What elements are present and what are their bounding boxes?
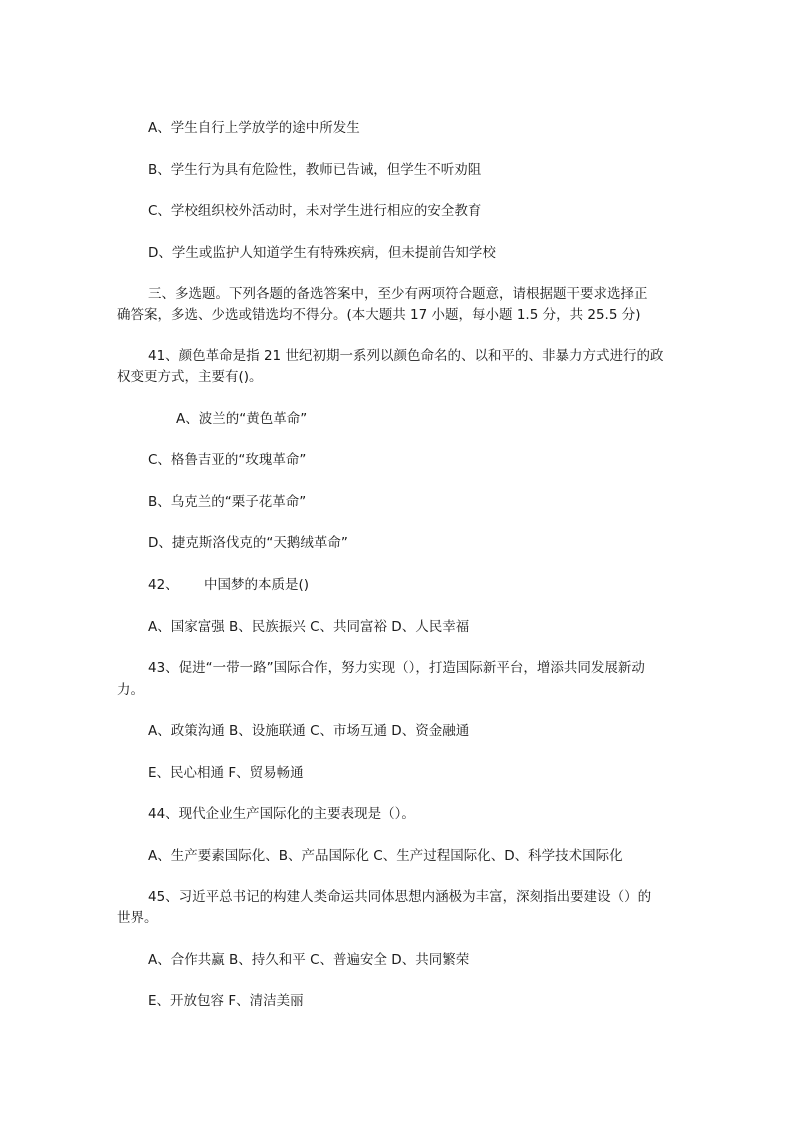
q40-option-a: A、学生自行上学放学的途中所发生 — [148, 120, 360, 136]
q45-stem-line1: 45、习近平总书记的构建人类命运共同体思想内涵极为丰富，深刻指出要建设（）的 — [148, 889, 652, 905]
q45-stem-line2: 世界。 — [117, 910, 158, 926]
q42-number: 42、 — [148, 577, 179, 593]
q42-stem: 中国梦的本质是() — [204, 577, 310, 593]
q40-option-b: B、学生行为具有危险性，教师已告诫，但学生不听劝阻 — [148, 162, 482, 178]
q42-options: A、国家富强 B、民族振兴 C、共同富裕 D、人民幸福 — [148, 619, 470, 635]
q41-stem-line1: 41、颜色革命是指 21 世纪初期一系列以颜色命名的、以和平的、非暴力方式进行的政 — [148, 348, 664, 364]
q41-option-a: A、波兰的“黄色革命” — [176, 411, 308, 427]
q43-options-line2: E、民心相通 F、贸易畅通 — [148, 765, 304, 781]
q41-option-c: C、格鲁吉亚的“玫瑰革命” — [148, 452, 307, 468]
q41-option-b: B、乌克兰的“栗子花革命” — [148, 494, 307, 510]
q40-option-d: D、学生或监护人知道学生有特殊疾病，但未提前告知学校 — [148, 245, 496, 261]
q44-stem: 44、现代企业生产国际化的主要表现是（）。 — [148, 806, 415, 822]
q43-stem-line1: 43、促进“一带一路”国际合作，努力实现（），打造国际新平台，增添共同发展新动 — [148, 660, 645, 676]
section3-heading-line2: 确答案，多选、少选或错选均不得分。(本大题共 17 小题，每小题 1.5 分，共 25.5 分) — [117, 307, 641, 323]
q44-options: A、生产要素国际化、B、产品国际化 C、生产过程国际化、D、科学技术国际化 — [148, 848, 623, 864]
section3-heading-line1: 三、多选题。下列各题的备选答案中，至少有两项符合题意，请根据题干要求选择正 — [148, 286, 648, 302]
q45-options-line1: A、合作共赢 B、持久和平 C、普遍安全 D、共同繁荣 — [148, 952, 470, 968]
q41-option-d: D、捷克斯洛伐克的“天鹅绒革命” — [148, 535, 348, 551]
q43-stem-line2: 力。 — [117, 682, 144, 698]
q41-stem-line2: 权变更方式，主要有()。 — [117, 369, 263, 385]
q40-option-c: C、学校组织校外活动时，未对学生进行相应的安全教育 — [148, 203, 482, 219]
q43-options-line1: A、政策沟通 B、设施联通 C、市场互通 D、资金融通 — [148, 723, 470, 739]
q45-options-line2: E、开放包容 F、清洁美丽 — [148, 993, 304, 1009]
